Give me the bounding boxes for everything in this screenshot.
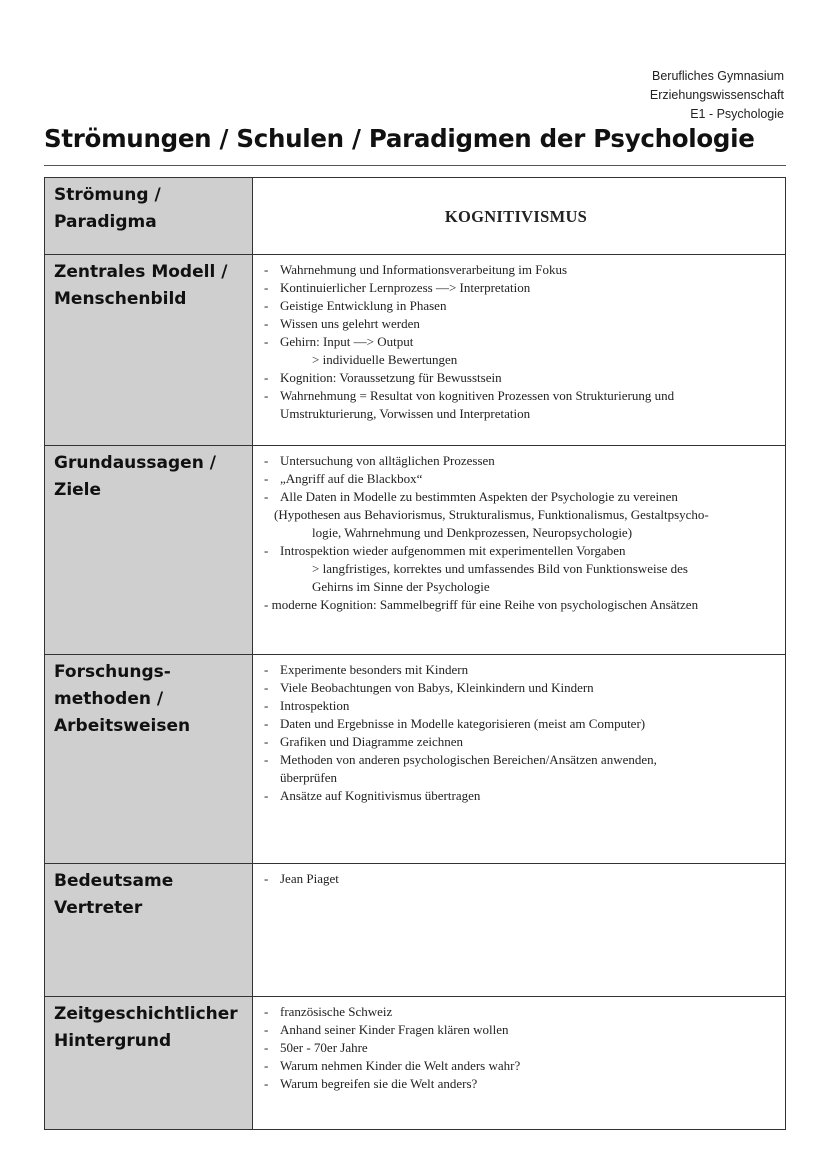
bullet-item bbox=[261, 679, 771, 697]
bullet-text: Introspektion wieder aufgenommen mit experimentellen Vorgaben bbox=[280, 543, 626, 558]
bullet-text: (Hypothesen aus Behaviorismus, Strukturalismus, Funktionalismus, Gestaltpsycho- bbox=[274, 507, 709, 522]
table-row bbox=[45, 997, 786, 1130]
bullet-text: Alle Daten in Modelle zu bestimmten Aspekten der Psychologie zu vereinen bbox=[280, 489, 678, 504]
bullet-text: > langfristiges, korrektes und umfassendes Bild von Funktionsweise des bbox=[312, 561, 688, 576]
document-header bbox=[650, 67, 784, 124]
dash-marker: - bbox=[264, 388, 269, 403]
bullet-item bbox=[261, 1039, 771, 1057]
page-title: Strömungen / Schulen / Paradigmen der Psychologie bbox=[44, 124, 755, 153]
dash-marker: - bbox=[264, 471, 269, 486]
dash-marker: - bbox=[264, 698, 269, 713]
dash-marker: - bbox=[264, 1076, 269, 1091]
bullet-continuation bbox=[261, 596, 771, 614]
bullet-item bbox=[261, 1057, 771, 1075]
bullet-text: Ansätze auf Kognitivismus übertragen bbox=[280, 788, 481, 803]
dash-marker: - bbox=[264, 1004, 269, 1019]
bullet-item bbox=[261, 279, 771, 297]
bullet-text: Kognition: Voraussetzung für Bewusstsein bbox=[280, 370, 502, 385]
bullet-item bbox=[261, 452, 771, 470]
bullet-text: „Angriff auf die Blackbox“ bbox=[280, 471, 423, 486]
bullet-text: Anhand seiner Kinder Fragen klären wollen bbox=[280, 1022, 509, 1037]
table-row bbox=[45, 446, 786, 655]
bullet-item bbox=[261, 787, 771, 805]
bullet-text: Grafiken und Diagramme zeichnen bbox=[280, 734, 464, 749]
bullet-item bbox=[261, 542, 771, 560]
bullet-item bbox=[261, 297, 771, 315]
table-row bbox=[45, 178, 786, 255]
row-label: Zeitgeschichtlicher Hintergrund bbox=[45, 997, 253, 1130]
bullet-item bbox=[261, 488, 771, 506]
bullet-continuation bbox=[261, 524, 771, 542]
bullet-item bbox=[261, 369, 771, 387]
dash-marker: - bbox=[264, 662, 269, 677]
bullet-item bbox=[261, 715, 771, 733]
dash-marker: - bbox=[264, 788, 269, 803]
bullet-item bbox=[261, 387, 771, 405]
bullet-text: Warum nehmen Kinder die Welt anders wahr? bbox=[280, 1058, 521, 1073]
bullet-continuation bbox=[261, 578, 771, 596]
bullet-text: Jean Piaget bbox=[280, 871, 339, 886]
dash-marker: - bbox=[264, 752, 269, 767]
dash-marker: - bbox=[264, 262, 269, 277]
bullet-item bbox=[261, 470, 771, 488]
bullet-item bbox=[261, 315, 771, 333]
bullet-item bbox=[261, 697, 771, 715]
dash-marker: - bbox=[264, 734, 269, 749]
bullet-text: Wissen uns gelehrt werden bbox=[280, 316, 420, 331]
table-row bbox=[45, 255, 786, 446]
dash-marker: - bbox=[264, 298, 269, 313]
row-content bbox=[253, 864, 786, 997]
bullet-text: Experimente besonders mit Kindern bbox=[280, 662, 469, 677]
bullet-text: Gehirns im Sinne der Psychologie bbox=[312, 579, 490, 594]
bullet-text: Geistige Entwicklung in Phasen bbox=[280, 298, 447, 313]
paradigm-heading: KOGNITIVISMUS bbox=[444, 207, 588, 226]
bullet-text: Daten und Ergebnisse in Modelle kategorisieren (meist am Computer) bbox=[280, 716, 646, 731]
row-content bbox=[253, 255, 786, 446]
bullet-text: Kontinuierlicher Lernprozess —> Interpretation bbox=[280, 280, 531, 295]
bullet-text: Gehirn: Input —> Output bbox=[280, 334, 414, 349]
dash-marker: - bbox=[264, 489, 269, 504]
dash-marker: - bbox=[264, 370, 269, 385]
dash-marker: - bbox=[264, 680, 269, 695]
bullet-text: Introspektion bbox=[280, 698, 350, 713]
dash-marker: - bbox=[264, 1040, 269, 1055]
bullet-item bbox=[261, 261, 771, 279]
dash-marker: - bbox=[264, 716, 269, 731]
bullet-text: französische Schweiz bbox=[280, 1004, 393, 1019]
bullet-text: Untersuchung von alltäglichen Prozessen bbox=[280, 453, 495, 468]
dash-marker: - bbox=[264, 334, 269, 349]
row-content bbox=[253, 655, 786, 864]
bullet-text: 50er - 70er Jahre bbox=[280, 1040, 368, 1055]
bullet-text: - moderne Kognition: Sammelbegriff für eine Reihe von psychologischen Ansätzen bbox=[264, 597, 699, 612]
bullet-text: logie, Wahrnehmung und Denkprozessen, Neuropsychologie) bbox=[312, 525, 633, 540]
dash-marker: - bbox=[264, 1022, 269, 1037]
bullet-item bbox=[261, 661, 771, 679]
bullet-text: Methoden von anderen psychologischen Bereichen/Ansätzen anwenden, bbox=[280, 752, 657, 767]
bullet-item bbox=[261, 870, 771, 888]
bullet-item bbox=[261, 733, 771, 751]
row-content bbox=[253, 997, 786, 1130]
course-name: E1 - Psychologie bbox=[690, 107, 784, 121]
table-row bbox=[45, 864, 786, 997]
bullet-text: Warum begreifen sie die Welt anders? bbox=[280, 1076, 478, 1091]
bullet-text: > individuelle Bewertungen bbox=[312, 352, 458, 367]
row-label: Zentrales Modell / Menschenbild bbox=[45, 255, 253, 446]
bullet-text: Umstrukturierung, Vorwissen und Interpretation bbox=[280, 406, 531, 421]
bullet-continuation bbox=[261, 351, 771, 369]
row-label: Forschungs- methoden / Arbeitsweisen bbox=[45, 655, 253, 864]
dash-marker: - bbox=[264, 1058, 269, 1073]
dash-marker: - bbox=[264, 316, 269, 331]
title-underline bbox=[44, 165, 786, 166]
bullet-text: Viele Beobachtungen von Babys, Kleinkindern und Kindern bbox=[280, 680, 594, 695]
bullet-item bbox=[261, 333, 771, 351]
row-content bbox=[253, 178, 786, 255]
bullet-continuation bbox=[261, 405, 771, 423]
bullet-text: Wahrnehmung = Resultat von kognitiven Prozessen von Strukturierung und bbox=[280, 388, 675, 403]
bullet-text: überprüfen bbox=[280, 770, 338, 785]
dash-marker: - bbox=[264, 871, 269, 886]
row-label: Bedeutsame Vertreter bbox=[45, 864, 253, 997]
dash-marker: - bbox=[264, 280, 269, 295]
subject-name: Erziehungswissenschaft bbox=[649, 88, 784, 102]
bullet-item bbox=[261, 751, 771, 769]
row-label: Strömung / Paradigma bbox=[45, 178, 253, 255]
bullet-continuation bbox=[261, 769, 771, 787]
bullet-item bbox=[261, 1021, 771, 1039]
bullet-continuation bbox=[261, 506, 771, 524]
paradigm-table bbox=[44, 177, 786, 1130]
bullet-text: Wahrnehmung und Informationsverarbeitung im Fokus bbox=[280, 262, 568, 277]
row-content bbox=[253, 446, 786, 655]
school-name: Berufliches Gymnasium bbox=[652, 69, 784, 83]
row-label: Grundaussagen / Ziele bbox=[45, 446, 253, 655]
bullet-continuation bbox=[261, 560, 771, 578]
bullet-item bbox=[261, 1003, 771, 1021]
dash-marker: - bbox=[264, 543, 269, 558]
bullet-item bbox=[261, 1075, 771, 1093]
table-row bbox=[45, 655, 786, 864]
dash-marker: - bbox=[264, 453, 269, 468]
